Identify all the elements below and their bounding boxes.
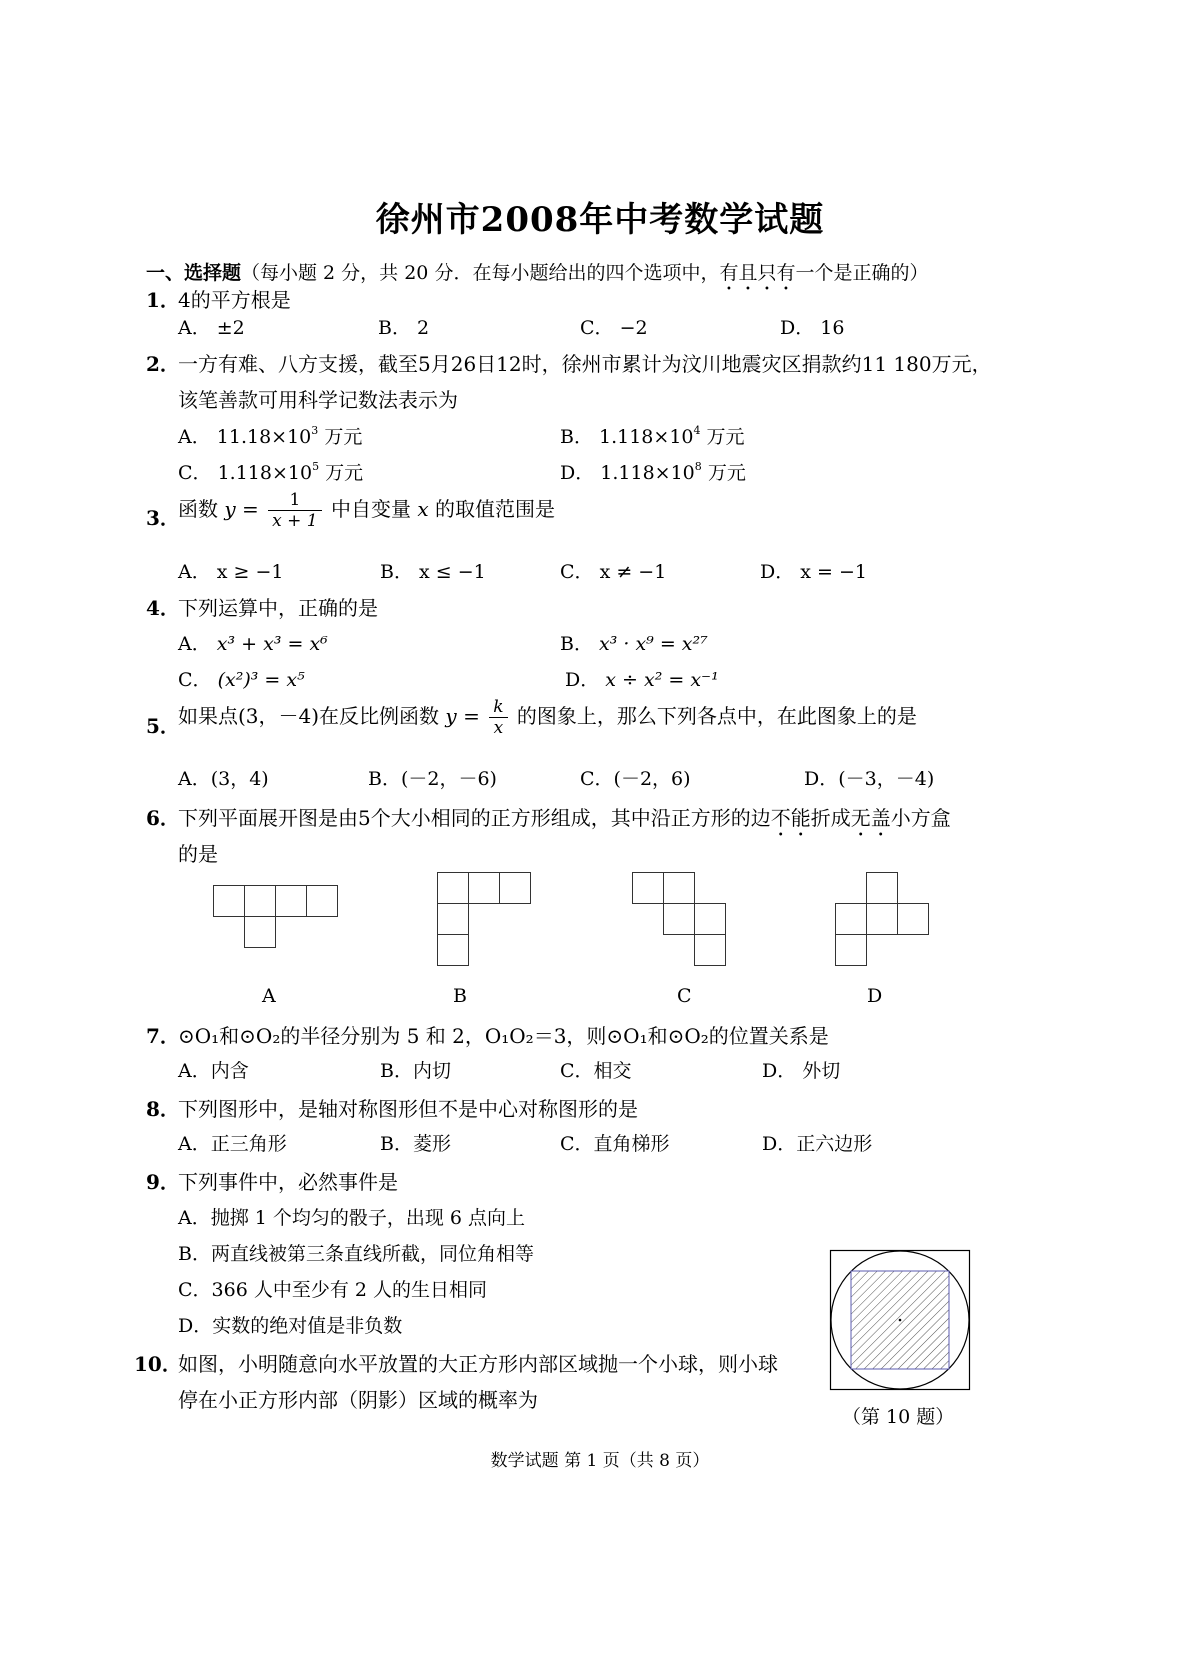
- question-number: 9．: [146, 1170, 180, 1194]
- question-stem-line2: 该笔善款可用科学记数法表示为: [178, 388, 458, 412]
- option-d: D． x = −1: [760, 561, 867, 583]
- option-b: B．两直线被第三条直线所截，同位角相等: [178, 1243, 534, 1265]
- question-number: 3．: [146, 506, 180, 530]
- option-a: A．正三角形: [178, 1133, 287, 1155]
- net-figure-d: [835, 872, 929, 966]
- option-b: B． $1.118\times 10^4$ 万元: [560, 424, 745, 448]
- net-figure-a: [213, 885, 338, 948]
- option-d: D． x ÷ x² = x⁻¹: [565, 669, 719, 691]
- option-a: A． ±2: [178, 317, 245, 339]
- option-c: C．(－2，6): [580, 768, 691, 790]
- section-title: 一、选择题: [146, 262, 242, 284]
- question-number: 10．: [134, 1352, 182, 1376]
- net-label-c: C: [677, 985, 692, 1007]
- question-stem-line1: 如图，小明随意向水平放置的大正方形内部区域抛一个小球，则小球: [178, 1352, 778, 1376]
- question-number: 6．: [146, 806, 180, 830]
- option-c: C． (x²)³ = x⁵: [178, 669, 305, 691]
- option-d: D．实数的绝对值是非负数: [178, 1315, 403, 1337]
- net-label-a: A: [262, 985, 276, 1007]
- option-a: A．内含: [178, 1060, 249, 1082]
- net-figure-c: [632, 872, 726, 966]
- option-b: B． 2: [378, 317, 430, 339]
- net-label-b: B: [453, 985, 467, 1007]
- option-b: B． x³ · x⁹ = x²⁷: [560, 633, 708, 655]
- question-stem: 下列事件中，必然事件是: [178, 1170, 398, 1194]
- question-number: 1．: [146, 288, 180, 312]
- option-b: B．内切: [380, 1060, 451, 1082]
- question-stem-line2: 的是: [178, 842, 218, 866]
- option-d: D．(－3，－4): [804, 768, 935, 790]
- question-number: 7．: [146, 1024, 180, 1048]
- question-stem-line1: 下列平面展开图是由5个大小相同的正方形组成，其中沿正方形的边不能折成无盖小方盒: [178, 806, 951, 830]
- net-label-d: D: [867, 985, 883, 1007]
- question-stem: ⊙O₁和⊙O₂的半径分别为 5 和 2，O₁O₂＝3，则⊙O₁和⊙O₂的位置关系是: [178, 1024, 829, 1048]
- question-number: 8．: [146, 1097, 180, 1121]
- option-d: D． 外切: [762, 1060, 841, 1082]
- question-stem: 函数 y = $\frac{1}{x + 1}$ 中自变量 x 的取值范围是: [178, 490, 555, 531]
- page-title: 徐州市2008年中考数学试题: [375, 200, 825, 240]
- option-c: C． x ≠ −1: [560, 561, 667, 583]
- option-a: A．(3，4): [178, 768, 269, 790]
- option-b: B．(－2，－6): [368, 768, 497, 790]
- question-number: 4．: [146, 596, 180, 620]
- page-footer: 数学试题 第 1 页（共 8 页）: [490, 1451, 710, 1471]
- figure-caption: （第 10 题）: [842, 1406, 955, 1428]
- option-b: B．菱形: [380, 1133, 451, 1155]
- option-d: D．正六边形: [762, 1133, 873, 1155]
- option-d: D． $1.118\times 10^8$ 万元: [560, 460, 746, 484]
- option-a: A． x³ + x³ = x⁶: [178, 633, 328, 655]
- option-c: C．直角梯形: [560, 1133, 670, 1155]
- question-number: 2．: [146, 352, 180, 376]
- question-stem: 4的平方根是: [178, 288, 291, 312]
- question-stem: 下列运算中，正确的是: [178, 596, 378, 620]
- option-c: C．366 人中至少有 2 人的生日相同: [178, 1279, 488, 1301]
- fraction: $\frac{1}{x + 1}$: [268, 490, 321, 531]
- option-c: C．相交: [560, 1060, 632, 1082]
- question-stem: 下列图形中，是轴对称图形但不是中心对称图形的是: [178, 1097, 638, 1121]
- option-a: A． x ≥ −1: [178, 561, 284, 583]
- question-number: 5．: [146, 714, 180, 738]
- option-d: D． 16: [780, 317, 845, 339]
- question-stem-line2: 停在小正方形内部（阴影）区域的概率为: [178, 1388, 538, 1412]
- section-description: （每小题 2 分，共 20 分．在每小题给出的四个选项中，有且只有一个是正确的）: [241, 262, 929, 284]
- net-figure-b: [437, 872, 531, 966]
- center-point: [899, 1319, 902, 1322]
- option-a: A． $11.18\times 10^3$ 万元: [178, 424, 363, 448]
- option-b: B． x ≤ −1: [380, 561, 486, 583]
- question-stem-line1: 一方有难、八方支援，截至5月26日12时，徐州市累计为汶川地震灾区捐款约11 180万元，: [178, 352, 992, 376]
- option-c: C． $1.118\times 10^5$ 万元: [178, 460, 364, 484]
- option-c: C． −2: [580, 317, 648, 339]
- fraction: $\frac{k}{x}$: [489, 697, 507, 738]
- square-circle-figure: [830, 1250, 970, 1390]
- option-a: A．抛掷 1 个均匀的骰子，出现 6 点向上: [178, 1207, 526, 1229]
- question-stem: 如果点(3，－4)在反比例函数 y = $\frac{k}{x}$ 的图象上，那么下列各点中，在此图象上的是: [178, 697, 917, 738]
